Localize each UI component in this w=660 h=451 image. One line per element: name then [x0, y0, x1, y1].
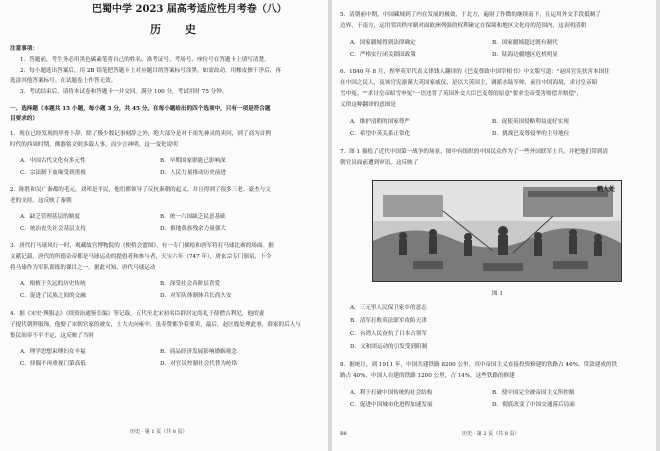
option-b[interactable]: B．使中国完全被帝国主义所控制	[492, 390, 575, 396]
question-stem: 边界，于南方，运用邻宾秩序制对面欧洲列强的权利碰定在保境和地区文化待的范围内，这表明清朝	[340, 23, 587, 29]
engraving-illustration	[373, 181, 621, 281]
question-stem: 朝官员面前遭到审讯。这反映了	[340, 160, 419, 166]
section-heading: 一、选择题（本题共 15 小题，每小题 3 分，共 45 分。在每小题给出的四个选项中，只有一项是符合题	[10, 106, 271, 112]
historical-figure	[372, 180, 622, 282]
option-a[interactable]: A．中国古代文化有多元性	[20, 158, 86, 164]
option-c[interactable]: C．促进了民族之间的交融	[20, 293, 86, 299]
question-stem: 雪申冤。""求讨皇帝昭雪申冤"一语违背了英国外交大臣巴麦尊的原意"要求皇帝受害赔偿并赔偿"，	[340, 91, 583, 97]
option-c[interactable]: C．宗法制下血缘受到重视	[20, 170, 86, 176]
option-c[interactable]: C．择偶不再重视门第高低	[20, 361, 86, 367]
option-d[interactable]: D．挑战巴麦尊侵华的主导地位	[492, 131, 570, 137]
question-stem: 在中国之民人，及该官宪凛谨大英国家威仪，是以大英国主，调派水陆军帅，前往中国海境，求讨皇帝昭	[340, 80, 598, 86]
option-b[interactable]: B．商品经济发展影响婚姻观念	[160, 349, 237, 355]
page-edge	[656, 0, 660, 451]
question-stem: 将马球作为军队训练的课目之一。据此可知，唐代马球运动	[10, 265, 156, 271]
notice-line: 选涂其他答案标号。在试题卷上作答无效。	[10, 78, 117, 84]
notice-line: 1．答题前，考生务必用黑色碳素笔将自己的姓名、准考证号、考场号、座位号在答题卡上填写清楚。	[20, 57, 270, 63]
option-d[interactable]: D．推地黄族残余力量强大	[160, 226, 227, 232]
notice-heading: 注意事项：	[10, 46, 38, 52]
question-stem: 集民间率不平不定，这反映了当时	[10, 333, 94, 339]
question-stem: 路占 40%，中国人自建的铁路 1200 公里，占 14%。这些铁路的修建	[340, 373, 515, 379]
option-a[interactable]: A．三元里人民保卫家乡的意志	[350, 305, 427, 311]
question-stem: 8．据统计，到 1911 年，中国共建铁路 8200 公里，其中帝国主义直接投资修建的铁路占 46%，贷款建成的铁	[340, 362, 618, 368]
figure-caption: 鹤人处	[596, 186, 615, 193]
option-d[interactable]: D．对军队体制体兵长尚久安	[160, 293, 232, 299]
question-stem: 1．现在已经发现的甲骨卜辞，除了极少数记事刻辞之外，绝大部分是对于祖先神灵的卖问，到了商为首例	[10, 131, 271, 137]
option-d[interactable]: D．对官员控制社会代替为纶络	[160, 361, 238, 367]
option-a[interactable]: A．维护清朝的国家尊严	[350, 119, 410, 125]
notice-line: 2．每小题选出答案后，用 2B 铅笔把答题卡上对应题目的答案标号涂黑。如需改动，用橡皮擦干净后，再	[20, 68, 281, 74]
question-stem: 6．1840 年 8 月，捏华英军代表义律钱人翻译的《巴麦尊致中国宰相书》中文版写道："赵因官宪扶害本国住	[340, 69, 610, 75]
section-heading-cont: 目要求的）	[10, 116, 38, 122]
option-d[interactable]: D．彻底改变了中国交通落后局面	[492, 402, 575, 408]
exam-page-1	[0, 0, 328, 451]
question-stem: 7．图 1 描绘了近代中国第一战争的场景。图中有组织的中国民众作为了一些外国联军士兵，并把他们带到清	[340, 149, 608, 155]
option-a[interactable]: A．根植于久远的历史传统	[20, 281, 86, 287]
option-b[interactable]: B．早期国家职能已影响深	[160, 158, 226, 164]
question-stem: 5．清朝前中期，中国藏域到了内在发展的极致，于北方，遍射了作微的继续南下，且运用外交手段抵制了	[340, 12, 601, 18]
question-stem: 时代的西周时期，佛器铭文则多载人事，而少言神明。这一变化说明	[10, 142, 178, 148]
option-a[interactable]: A．利于打破中国传统的社会结构	[350, 390, 433, 396]
page-footer: 历史 · 第 2 页（共 8 页）	[462, 431, 520, 437]
figure-label: 图 1	[492, 291, 503, 297]
question-stem: 4．据《宋史·舆服志》《续资治通鉴长编》等记载，五代至北宋初名臣群居定尚礼于薛僧吉利尼，他的妻	[10, 311, 265, 317]
question-stem: 2．陈胜和吴广秦都的毛元，刘邦是平民，他们都领导了反抗秦朝的起义，并且得到了很多三老、豪杰与父	[10, 187, 271, 193]
option-b[interactable]: B．国家疆域超过既有制代	[492, 40, 558, 46]
question-stem: 老的支持。这反映了秦朝	[10, 198, 72, 204]
option-a[interactable]: A．理学思想束缚妇女辛福	[20, 349, 86, 355]
option-b[interactable]: B．深受社会各阶层喜爱	[160, 281, 221, 287]
option-b[interactable]: B．统一六国缺乏民意基础	[160, 214, 226, 220]
exam-subject: 历 史	[150, 23, 206, 36]
question-stem: 子提代朝胖服饰，他娶了宋朝官家的被女，士大夫向雍中，虽寿赞都争着要卖，最后，赵匡胤处理此事，薛家的后人与	[10, 322, 301, 328]
exam-page-2	[332, 0, 660, 451]
option-a[interactable]: A．国家疆域得到法律确定	[350, 40, 416, 46]
option-d[interactable]: D．陆海边疆地区危机明显	[492, 52, 559, 58]
option-c[interactable]: C．促进中国城市化进程加速发展	[350, 402, 433, 408]
notice-line: 3．考试结束后，请将本试卷和答题卡一并交回。满分 100 分，考试用时 75 分钟。	[20, 89, 228, 95]
exam-title: 巴蜀中学 2023 届高考适应性月考卷（八）	[92, 4, 287, 15]
option-d[interactable]: D．人民力量推动历史前进	[160, 170, 227, 176]
option-c[interactable]: C．希望中英关系正常化	[350, 131, 411, 137]
option-a[interactable]: A．缺乏管理基层的制度	[20, 214, 80, 220]
page-footer: 历史 · 第 1 页（共 8 页）	[130, 429, 188, 435]
option-b[interactable]: B．清军打败英法联军攻陷天津	[350, 318, 427, 324]
question-stem: 义律这种翻译的意图是	[340, 102, 396, 108]
option-c[interactable]: C．台湾人民奋抗了日本占领军	[350, 331, 427, 337]
question-stem: 3．唐代打马球风行一时，观藏故宫博物院的《便桥会盟图》，有一专门描绘和唐军将打马球比赛的场面。据	[10, 243, 274, 249]
option-c[interactable]: C．统治丧失社会基层支持	[20, 226, 86, 232]
option-b[interactable]: B．促使英国侵略利益更好实现	[492, 119, 569, 125]
option-d[interactable]: D．义和团运动的引发受到阻制	[350, 344, 428, 350]
question-stem: 文献记载，唐代的所德杂帝都是马球运动的提倡者和参与者，天宝六年（747 年），唐玄宗专门颁诏，下令	[10, 254, 272, 260]
option-c[interactable]: C．严格实行闭关锁国政策	[350, 52, 416, 58]
page-marker: B8	[340, 431, 347, 437]
